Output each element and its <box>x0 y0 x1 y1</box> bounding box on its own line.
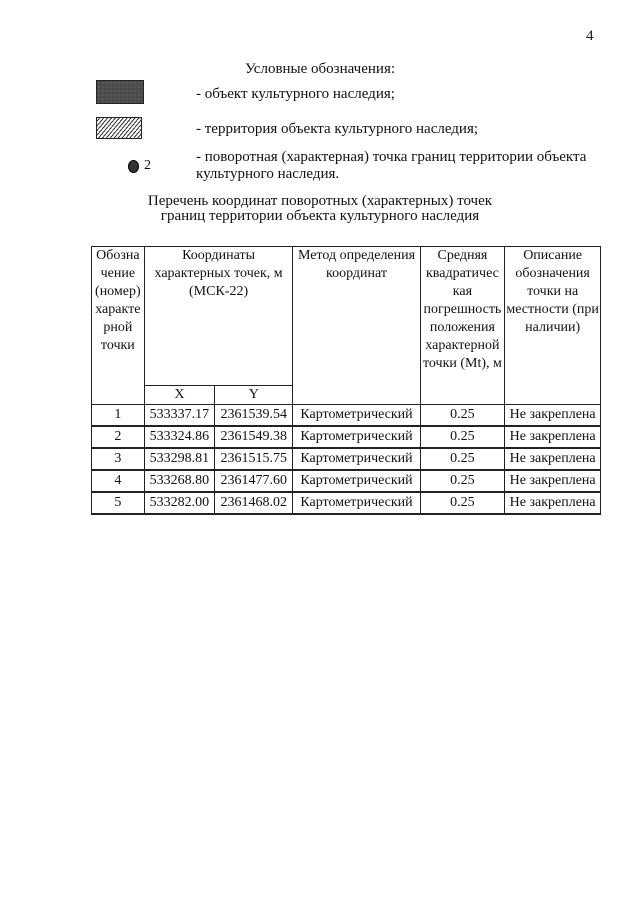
coordinates-table <box>91 246 601 515</box>
point-marker-icon <box>128 160 139 173</box>
header-method: Метод определения координат <box>293 247 420 405</box>
table-row <box>92 470 601 492</box>
cell-y: 2361477.60 <box>215 470 293 492</box>
cell-description: Не закреплена <box>505 470 601 492</box>
cell-point-number: 4 <box>92 470 145 492</box>
cell-error: 0.25 <box>420 426 505 448</box>
cell-y: 2361539.54 <box>215 405 293 427</box>
cell-method: Картометрический <box>293 448 420 470</box>
cell-description: Не закреплена <box>505 426 601 448</box>
cell-x: 533282.00 <box>144 492 214 514</box>
legend-item-territory <box>96 117 616 143</box>
header-coordinates: Координаты характерных точек, м (МСК-22) <box>144 247 293 386</box>
hatched-dark-fill-icon <box>96 80 144 104</box>
cell-method: Картометрический <box>293 470 420 492</box>
list-title-line2: границ территории объекта культурного наследия <box>160 208 480 224</box>
legend-item-territory-text: - территория объекта культурного наследия; <box>196 121 479 137</box>
header-y: Y <box>215 386 293 405</box>
cell-point-number: 3 <box>92 448 145 470</box>
legend-title: Условные обозначения: <box>244 61 396 77</box>
cell-error: 0.25 <box>420 470 505 492</box>
diagonal-hatch-icon <box>96 117 142 139</box>
cell-point-number: 1 <box>92 405 145 427</box>
header-x: X <box>144 386 214 405</box>
cell-error: 0.25 <box>420 405 505 427</box>
page-number: 4 <box>586 28 594 44</box>
cell-x: 533268.80 <box>144 470 214 492</box>
list-title-line1: Перечень координат поворотных (характерных) точек <box>147 193 493 209</box>
cell-y: 2361468.02 <box>215 492 293 514</box>
point-marker-label: 2 <box>144 158 151 173</box>
legend-item-point <box>96 149 616 189</box>
cell-x: 533324.86 <box>144 426 214 448</box>
cell-description: Не закреплена <box>505 492 601 514</box>
table-row <box>92 426 601 448</box>
cell-x: 533337.17 <box>144 405 214 427</box>
legend-item-object-text: - объект культурного наследия; <box>196 86 395 102</box>
point-marker <box>128 158 151 174</box>
cell-error: 0.25 <box>420 492 505 514</box>
cell-y: 2361549.38 <box>215 426 293 448</box>
legend-item-point-text: - поворотная (характерная) точка границ территории объекта культурного наследия. <box>196 149 587 182</box>
table-header-row <box>92 247 601 386</box>
cell-x: 533298.81 <box>144 448 214 470</box>
cell-method: Картометрический <box>293 405 420 427</box>
cell-y: 2361515.75 <box>215 448 293 470</box>
table-row <box>92 405 601 427</box>
header-point-number: Обозна чение (номер) характе рной точки <box>92 247 145 405</box>
cell-method: Картометрический <box>293 492 420 514</box>
list-title <box>0 194 640 224</box>
table-row <box>92 448 601 470</box>
header-error: Средняя квадратичес кая погрешность положения характерной точки (Mt), м <box>420 247 505 405</box>
cell-method: Картометрический <box>293 426 420 448</box>
cell-point-number: 5 <box>92 492 145 514</box>
legend-item-object <box>96 80 616 106</box>
table-row <box>92 492 601 514</box>
header-description: Описание обозначения точки на местности (при наличии) <box>505 247 601 405</box>
cell-description: Не закреплена <box>505 448 601 470</box>
cell-error: 0.25 <box>420 448 505 470</box>
cell-description: Не закреплена <box>505 405 601 427</box>
cell-point-number: 2 <box>92 426 145 448</box>
